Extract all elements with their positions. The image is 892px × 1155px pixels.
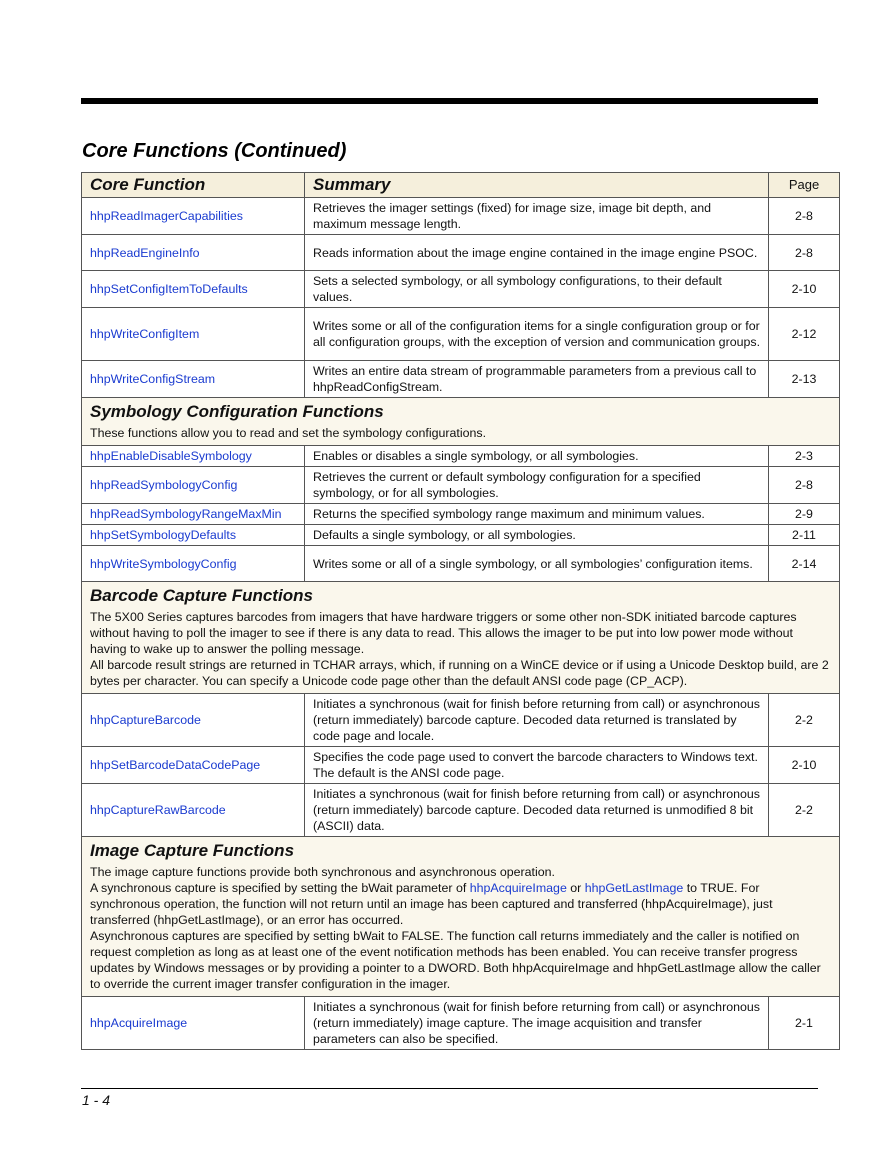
table-row [82,747,840,784]
page-ref: 2-3 [769,446,840,467]
table-row [82,694,840,747]
function-link[interactable]: hhpReadSymbologyRangeMaxMin [82,504,305,525]
section-image [82,837,840,997]
header-page: Page [769,173,840,198]
function-link[interactable]: hhpAcquireImage [82,997,305,1050]
function-summary: Sets a selected symbology, or all symbology configurations, to their default values. [305,271,769,308]
function-summary: Returns the specified symbology range maximum and minimum values. [305,504,769,525]
function-summary: Initiates a synchronous (wait for finish before returning from call) or asynchronous (return immediately) barcode capture. Decoded data returned is unmodified 8 bit (ASCII) data. [305,784,769,837]
section-paragraph: The image capture functions provide both synchronous and asynchronous operation. [90,865,555,879]
function-summary: Reads information about the image engine contained in the image engine PSOC. [305,235,769,271]
section-symbology [82,398,840,446]
top-rule [81,98,818,104]
page-ref: 2-14 [769,546,840,582]
table-row [82,308,840,361]
page-ref: 2-10 [769,271,840,308]
page-ref: 2-8 [769,198,840,235]
section-barcode [82,582,840,694]
section-description: These functions allow you to read and set the symbology configurations. [90,426,487,440]
section-title: Barcode Capture Functions [90,586,313,605]
function-summary: Initiates a synchronous (wait for finish before returning from call) or asynchronous (return immediately) barcode capture. Decoded data returned is translated by code page and locale. [305,694,769,747]
section-paragraph [90,880,831,928]
function-summary: Initiates a synchronous (wait for finish before returning from call) or asynchronous (return immediately) image capture. The image acquisition and transfer parameters can also be specified. [305,997,769,1050]
table-header-row [82,173,840,198]
page-ref: 2-2 [769,784,840,837]
table-row [82,504,840,525]
table-row [82,446,840,467]
page-ref: 2-2 [769,694,840,747]
function-link[interactable]: hhpCaptureRawBarcode [82,784,305,837]
function-link[interactable]: hhpWriteConfigItem [82,308,305,361]
paragraph-text: to TRUE. For synchronous operation, the function will not return until an image has been captured and transferred (hhpAcquireImage), just transferred (hhpGetLastImage), or an error has occurred. [90,881,773,927]
page-ref: 2-11 [769,525,840,546]
header-core-function: Core Function [82,173,305,198]
functions-table [81,172,840,1050]
table-row [82,525,840,546]
function-link[interactable]: hhpWriteSymbologyConfig [82,546,305,582]
function-link[interactable]: hhpReadEngineInfo [82,235,305,271]
hhpgetlastimage-link[interactable]: hhpGetLastImage [584,881,684,895]
section-cell [82,582,840,694]
page-ref: 2-9 [769,504,840,525]
table-row [82,784,840,837]
page-number: 1 - 4 [82,1092,111,1108]
function-link[interactable]: hhpCaptureBarcode [82,694,305,747]
section-paragraph: Asynchronous captures are specified by setting bWait to FALSE. The function call returns immediately and the caller is notified on request completion as long as at least one of the event notification methods has been enabled. You can receive transfer progress updates by Windows messages or by providing a pointer to a DWORD. Both hhpAcquireImage and hhpGetLastImage allow the caller to override the current imager transfer configuration in the imager. [90,929,821,991]
function-summary: Enables or disables a single symbology, or all symbologies. [305,446,769,467]
bottom-rule [81,1088,818,1089]
page-ref: 2-10 [769,747,840,784]
function-summary: Writes some or all of a single symbology, or all symbologies’ configuration items. [305,546,769,582]
page-title: Core Functions (Continued) [82,140,347,162]
page-ref: 2-8 [769,467,840,504]
hhpacquireimage-link[interactable]: hhpAcquireImage [469,881,567,895]
page-ref: 2-1 [769,997,840,1050]
table-row [82,361,840,398]
function-link[interactable]: hhpReadImagerCapabilities [82,198,305,235]
section-paragraph: All barcode result strings are returned in TCHAR arrays, which, if running on a WinCE device or if using a Unicode Desktop build, are 2 bytes per character. You can specify a Unicode code page other than the default ANSI code page (CP_ACP). [90,658,829,688]
function-summary: Specifies the code page used to convert the barcode characters to Windows text. The default is the ANSI code page. [305,747,769,784]
function-link[interactable]: hhpSetConfigItemToDefaults [82,271,305,308]
function-summary: Retrieves the current or default symbology configuration for a specified symbology, or for all symbologies. [305,467,769,504]
table-row [82,235,840,271]
function-summary: Retrieves the imager settings (fixed) for image size, image bit depth, and maximum message length. [305,198,769,235]
section-paragraph: The 5X00 Series captures barcodes from imagers that have hardware triggers or some other non-SDK initiated barcode captures without having to poll the imager to see if there is any data to read. This allows the imager to be put into low power mode without having to wake up to answer the polling message. [90,610,797,656]
function-summary: Defaults a single symbology, or all symbologies. [305,525,769,546]
paragraph-text: A synchronous capture is specified by setting the bWait parameter of [90,881,470,895]
section-title: Symbology Configuration Functions [90,402,384,421]
table-row [82,997,840,1050]
header-summary: Summary [305,173,769,198]
function-link[interactable]: hhpWriteConfigStream [82,361,305,398]
function-link[interactable]: hhpReadSymbologyConfig [82,467,305,504]
table-row [82,271,840,308]
table-row [82,546,840,582]
page-ref: 2-12 [769,308,840,361]
function-link[interactable]: hhpSetSymbologyDefaults [82,525,305,546]
function-summary: Writes an entire data stream of programmable parameters from a previous call to hhpReadConfigStream. [305,361,769,398]
section-cell [82,837,840,997]
section-title: Image Capture Functions [90,841,295,860]
table-row [82,467,840,504]
page-ref: 2-13 [769,361,840,398]
function-summary: Writes some or all of the configuration items for a single configuration group or for all configuration groups, with the exception of version and communication groups. [305,308,769,361]
function-link[interactable]: hhpSetBarcodeDataCodePage [82,747,305,784]
section-cell [82,398,840,446]
page-ref: 2-8 [769,235,840,271]
paragraph-text: or [566,881,585,895]
table-row [82,198,840,235]
function-link[interactable]: hhpEnableDisableSymbology [82,446,305,467]
